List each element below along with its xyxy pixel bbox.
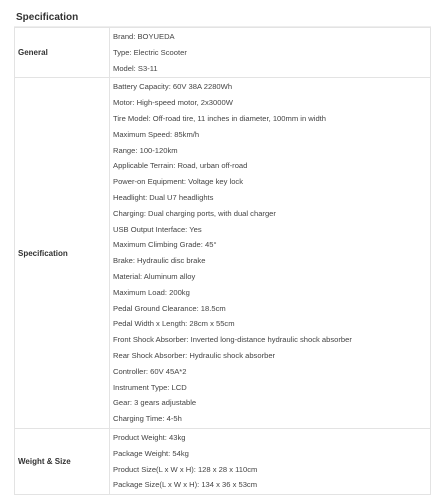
- spec-item: Model: S3-11: [113, 63, 158, 73]
- category-label: Specification: [15, 78, 110, 429]
- spec-item: Headlight: Dual U7 headlights: [113, 192, 214, 202]
- spec-item: Package Weight: 54kg: [113, 448, 189, 458]
- spec-item: Pedal Ground Clearance: 18.5cm: [113, 303, 226, 313]
- spec-item: Gear: 3 gears adjustable: [113, 398, 197, 408]
- spec-row-general: [15, 28, 431, 78]
- spec-item: Instrument Type: LCD: [113, 382, 187, 392]
- spec-item: Maximum Load: 200kg: [113, 287, 190, 297]
- spec-item: Motor: High-speed motor, 2x3000W: [113, 98, 233, 108]
- category-values: [110, 428, 431, 494]
- spec-item: Product Weight: 43kg: [113, 432, 186, 442]
- spec-item: Rear Shock Absorber: Hydraulic shock absorber: [113, 350, 276, 360]
- section-title: Specification: [16, 12, 79, 23]
- spec-item: Brake: Hydraulic disc brake: [113, 256, 206, 266]
- spec-table: [14, 27, 431, 495]
- spec-item: Product Size(L x W x H): 128 x 28 x 110cm: [113, 464, 258, 474]
- spec-item: Pedal Width x Length: 28cm x 55cm: [113, 319, 235, 329]
- spec-item: Maximum Speed: 85km/h: [113, 129, 200, 139]
- spec-item: Applicable Terrain: Road, urban off-road: [113, 161, 248, 171]
- spec-item: Battery Capacity: 60V 38A 2280Wh: [113, 82, 233, 92]
- spec-row-specification: [15, 78, 431, 429]
- spec-item: Material: Aluminum alloy: [113, 271, 196, 281]
- category-label: General: [15, 28, 110, 78]
- category-label: Weight & Size: [15, 428, 110, 494]
- spec-item: Brand: BOYUEDA: [113, 32, 175, 41]
- spec-item: USB Output Interface: Yes: [113, 224, 202, 234]
- spec-item: Charging: Dual charging ports, with dual charger: [113, 208, 276, 218]
- spec-row-weight-size: [15, 428, 431, 494]
- spec-item: Front Shock Absorber: Inverted long-distance hydraulic shock absorber: [113, 335, 352, 345]
- spec-item: Charging Time: 4-5h: [113, 414, 182, 424]
- spec-item: Maximum Climbing Grade: 45°: [113, 240, 217, 250]
- spec-item: Type: Electric Scooter: [113, 47, 187, 57]
- category-values: [110, 28, 431, 78]
- spec-item: Range: 100-120km: [113, 145, 178, 155]
- spec-item: Power-on Equipment: Voltage key lock: [113, 177, 244, 187]
- spec-item: Package Size(L x W x H): 134 x 36 x 53cm: [113, 480, 258, 490]
- spec-item: Tire Model: Off-road tire, 11 inches in diameter, 100mm in width: [113, 113, 326, 123]
- spec-item: Controller: 60V 45A*2: [113, 366, 187, 376]
- category-values: [110, 78, 431, 429]
